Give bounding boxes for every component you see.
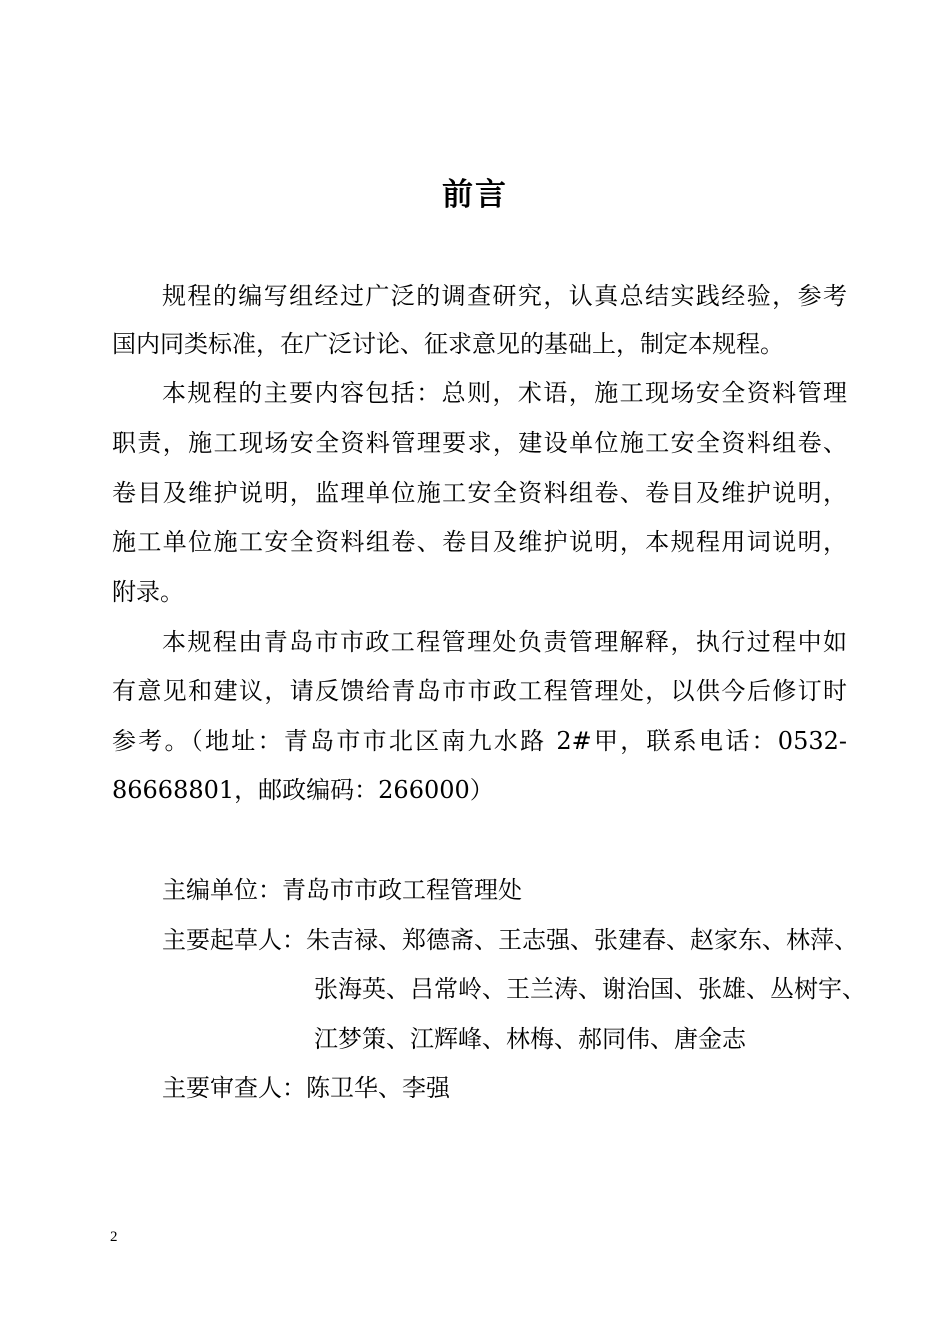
paragraph-2-line-1: 本规程的主要内容包括：总则，术语，施工现场安全资料管理	[162, 379, 847, 407]
paragraph-2-line-3: 卷目及维护说明，监理单位施工安全资料组卷、卷目及维护说明，	[112, 479, 847, 507]
paragraph-2-line-5: 附录。	[112, 578, 184, 606]
paragraph-2-line-2: 职责，施工现场安全资料管理要求，建设单位施工安全资料组卷、	[112, 429, 847, 457]
chief-reviewers: 主要审查人：陈卫华、李强	[162, 1074, 450, 1102]
paragraph-3-line-4: 86668801，邮政编码：266000）	[112, 776, 494, 804]
page-number: 2	[110, 1229, 118, 1245]
chief-editing-unit: 主编单位：青岛市市政工程管理处	[162, 876, 522, 904]
paragraph-2-line-4: 施工单位施工安全资料组卷、卷目及维护说明，本规程用词说明，	[112, 528, 847, 556]
paragraph-1-line-1: 规程的编写组经过广泛的调查研究，认真总结实践经验，参考	[162, 282, 847, 310]
paragraph-3-line-3: 参考。（地址：青岛市市北区南九水路 2#甲，联系电话：0532-	[112, 727, 847, 755]
paragraph-1-line-2: 国内同类标准，在广泛讨论、征求意见的基础上，制定本规程。	[112, 330, 784, 358]
paragraph-3-line-2: 有意见和建议，请反馈给青岛市市政工程管理处，以供今后修订时	[112, 677, 847, 705]
paragraph-3-line-1: 本规程由青岛市市政工程管理处负责管理解释，执行过程中如	[162, 628, 847, 656]
chief-drafters-line-1: 主要起草人：朱吉禄、郑德斋、王志强、张建春、赵家东、林萍、	[162, 926, 858, 954]
page-title: 前言	[442, 177, 508, 213]
chief-drafters-line-3: 江梦策、江辉峰、林梅、郝同伟、唐金志	[314, 1025, 746, 1053]
chief-drafters-line-2: 张海英、吕常岭、王兰涛、谢治国、张雄、丛树宇、	[314, 975, 866, 1003]
